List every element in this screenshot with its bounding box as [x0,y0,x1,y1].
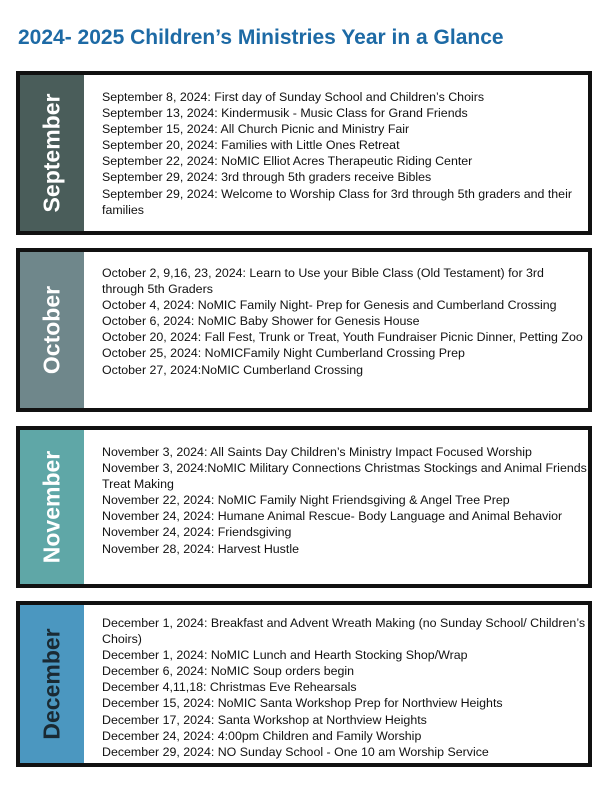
month-november [16,426,592,588]
month-name: November [38,450,65,564]
event-item: October 25, 2024: NoMICFamily Night Cumberland Crossing Prep [102,346,465,361]
event-item: December 6, 2024: NoMIC Soup orders begin [102,664,355,679]
event-item: September 20, 2024: Families with Little Ones Retreat [102,138,400,153]
event-item: November 3, 2024:NoMIC Military Connections Christmas Stockings and Animal Friends Treat Making [102,461,587,492]
event-item: December 1, 2024: Breakfast and Advent Wreath Making (no Sunday School/ Children’s Choirs) [102,616,586,647]
event-item: September 29, 2024: 3rd through 5th graders receive Bibles [102,170,432,185]
event-item: December 15, 2024: NoMIC Santa Workshop Prep for Northview Heights [102,696,503,711]
event-item: September 22, 2024: NoMIC Elliot Acres Therapeutic Riding Center [102,154,473,169]
month-label-october [20,252,84,408]
event-item: December 4,11,18: Christmas Eve Rehearsals [102,680,357,695]
month-october [16,248,592,412]
month-label-december [20,605,84,763]
event-item: November 24, 2024: Humane Animal Rescue- Body Language and Animal Behavior [102,509,563,524]
event-item: October 4, 2024: NoMIC Family Night- Prep for Genesis and Cumberland Crossing [102,298,557,313]
month-september [16,71,592,235]
event-item: October 20, 2024: Fall Fest, Trunk or Treat, Youth Fundraiser Picnic Dinner, Petting Zoo [102,330,583,345]
event-item: September 13, 2024: Kindermusik - Music Class for Grand Friends [102,106,468,121]
event-list [102,444,588,557]
event-item: November 22, 2024: NoMIC Family Night Friendsgiving & Angel Tree Prep [102,493,510,508]
event-item: October 27, 2024:NoMIC Cumberland Crossing [102,362,364,377]
event-item: December 24, 2024: 4:00pm Children and Family Worship [102,728,422,743]
page-title: 2024- 2025 Children’s Ministries Year in a Glance [18,26,504,49]
event-list [102,265,588,378]
event-item: September 15, 2024: All Church Picnic and Ministry Fair [102,122,410,137]
event-list [102,615,588,760]
event-item: October 2, 9,16, 23, 2024: Learn to Use your Bible Class (Old Testament) for 3rd through 5th Graders [102,266,544,297]
event-item: December 29, 2024: NO Sunday School - One 10 am Worship Service [102,744,489,759]
event-item: November 24, 2024: Friendsgiving [102,525,292,540]
event-list [102,89,588,218]
month-name: October [38,285,65,375]
event-item: November 3, 2024: All Saints Day Children’s Ministry Impact Focused Worship [102,445,532,459]
month-name: December [38,628,65,740]
month-name: September [38,93,65,213]
event-item: September 8, 2024: First day of Sunday School and Children’s Choirs [102,90,485,104]
month-label-november [20,430,84,584]
event-item: October 6, 2024: NoMIC Baby Shower for Genesis House [102,314,420,329]
event-item: December 17, 2024: Santa Workshop at Northview Heights [102,712,427,727]
event-item: September 29, 2024: Welcome to Worship Class for 3rd through 5th graders and their families [102,186,572,217]
event-item: December 1, 2024: NoMIC Lunch and Hearth Stocking Shop/Wrap [102,648,468,663]
month-label-september [20,75,84,231]
event-item: November 28, 2024: Harvest Hustle [102,541,299,556]
month-december [16,601,592,767]
